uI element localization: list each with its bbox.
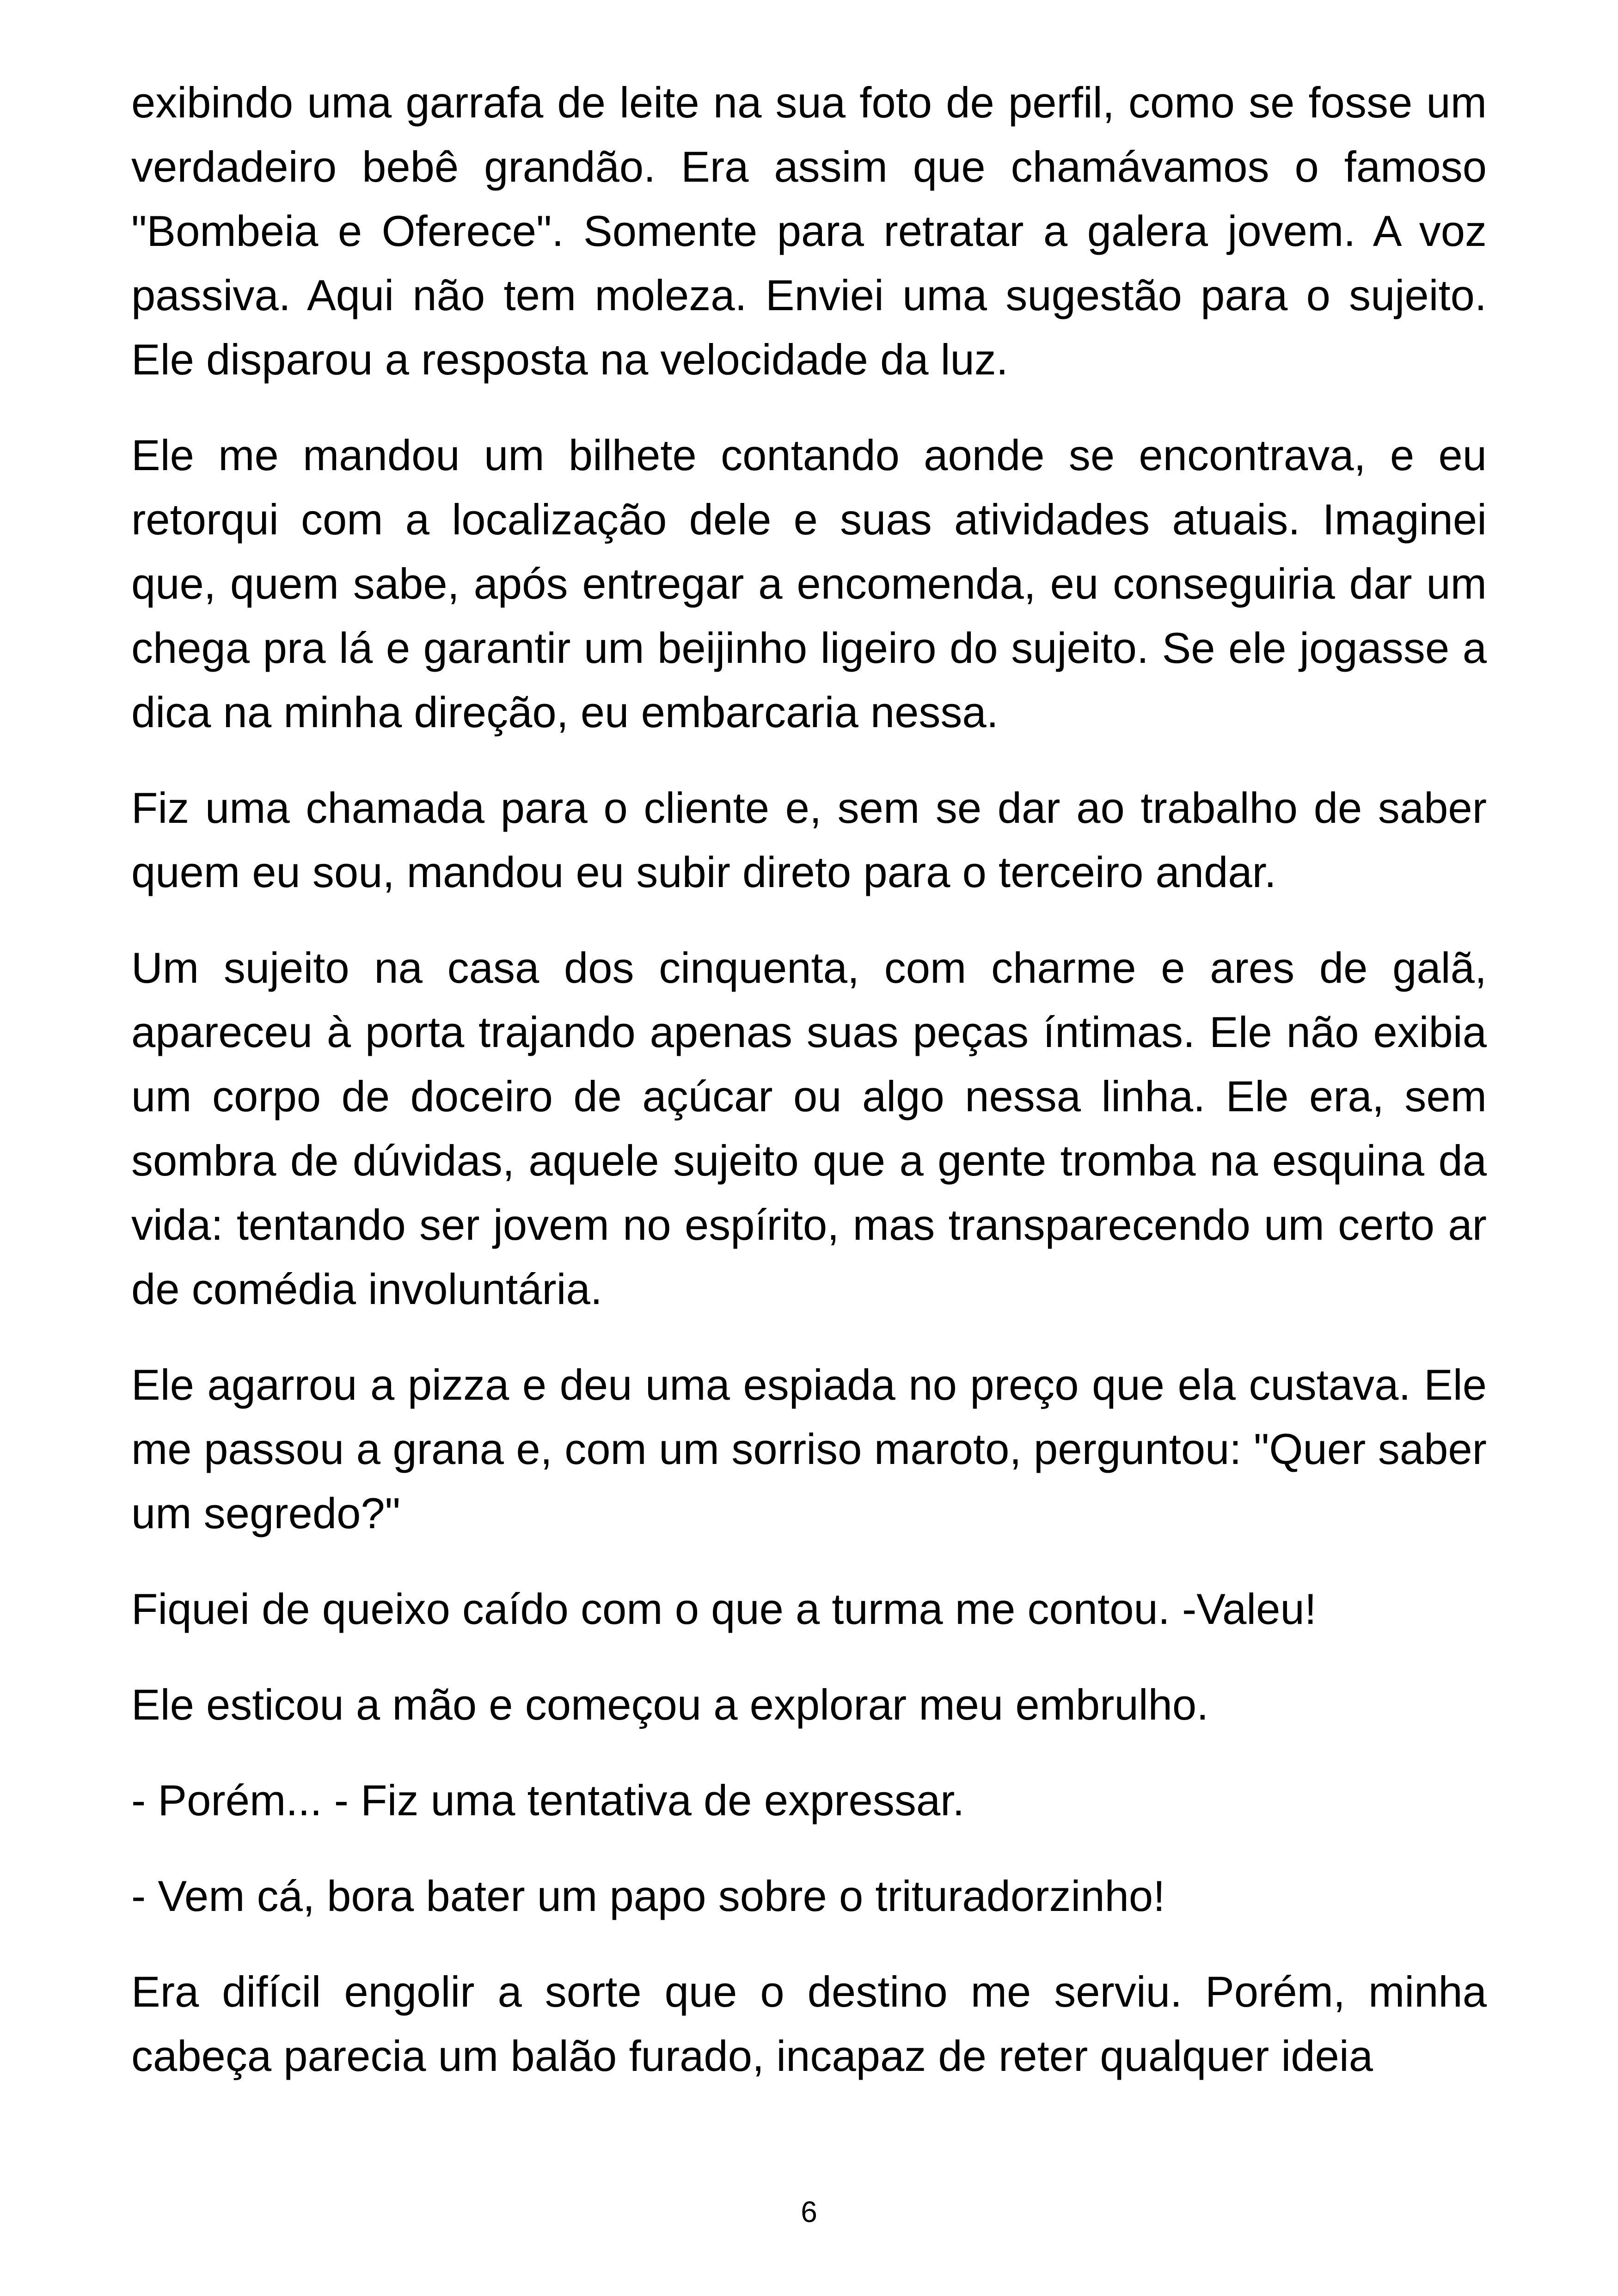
paragraph: Era difícil engolir a sorte que o destino me serviu. Porém, minha cabeça parecia um balão furado, incapaz de reter qualquer ideia	[131, 1967, 1487, 2080]
page-number: 6	[801, 2195, 817, 2229]
paragraph: Fiquei de queixo caído com o que a turma me contou. -Valeu!	[131, 1585, 1317, 1633]
body-text	[131, 70, 1487, 2088]
paragraph: Ele esticou a mão e começou a explorar meu embrulho.	[131, 1680, 1209, 1729]
paragraph: exibindo uma garrafa de leite na sua foto de perfil, como se fosse um verdadeiro bebê grandão. Era assim que chamávamos o famoso "Bombeia e Oferece". Somente para retratar a galera jovem. A voz passiva. Aqui não tem moleza. Enviei uma sugestão para o sujeito. Ele disparou a resposta na velocidade da luz.	[131, 78, 1487, 384]
paragraph: Ele agarrou a pizza e deu uma espiada no preço que ela custava. Ele me passou a grana e, com um sorriso maroto, perguntou: "Quer saber um segredo?"	[131, 1360, 1487, 1537]
paragraph: Um sujeito na casa dos cinquenta, com charme e ares de galã, apareceu à porta trajando apenas suas peças íntimas. Ele não exibia um corpo de doceiro de açúcar ou algo nessa linha. Ele era, sem sombra de dúvidas, aquele sujeito que a gente tromba na esquina da vida: tentando ser jovem no espírito, mas transparecendo um certo ar de comédia involuntária.	[131, 943, 1487, 1313]
paragraph: - Vem cá, bora bater um papo sobre o trituradorzinho!	[131, 1872, 1165, 1920]
paragraph: Ele me mandou um bilhete contando aonde se encontrava, e eu retorqui com a localização dele e suas atividades atuais. Imaginei que, quem sabe, após entregar a encomenda, eu conseguiria dar um chega pra lá e garantir um beijinho ligeiro do sujeito. Se ele jogasse a dica na minha direção, eu embarcaria nessa.	[131, 431, 1487, 736]
paragraph: - Porém... - Fiz uma tentativa de expressar.	[131, 1776, 965, 1825]
paragraph: Fiz uma chamada para o cliente e, sem se dar ao trabalho de saber quem eu sou, mandou eu subir direto para o terceiro andar.	[131, 784, 1487, 896]
